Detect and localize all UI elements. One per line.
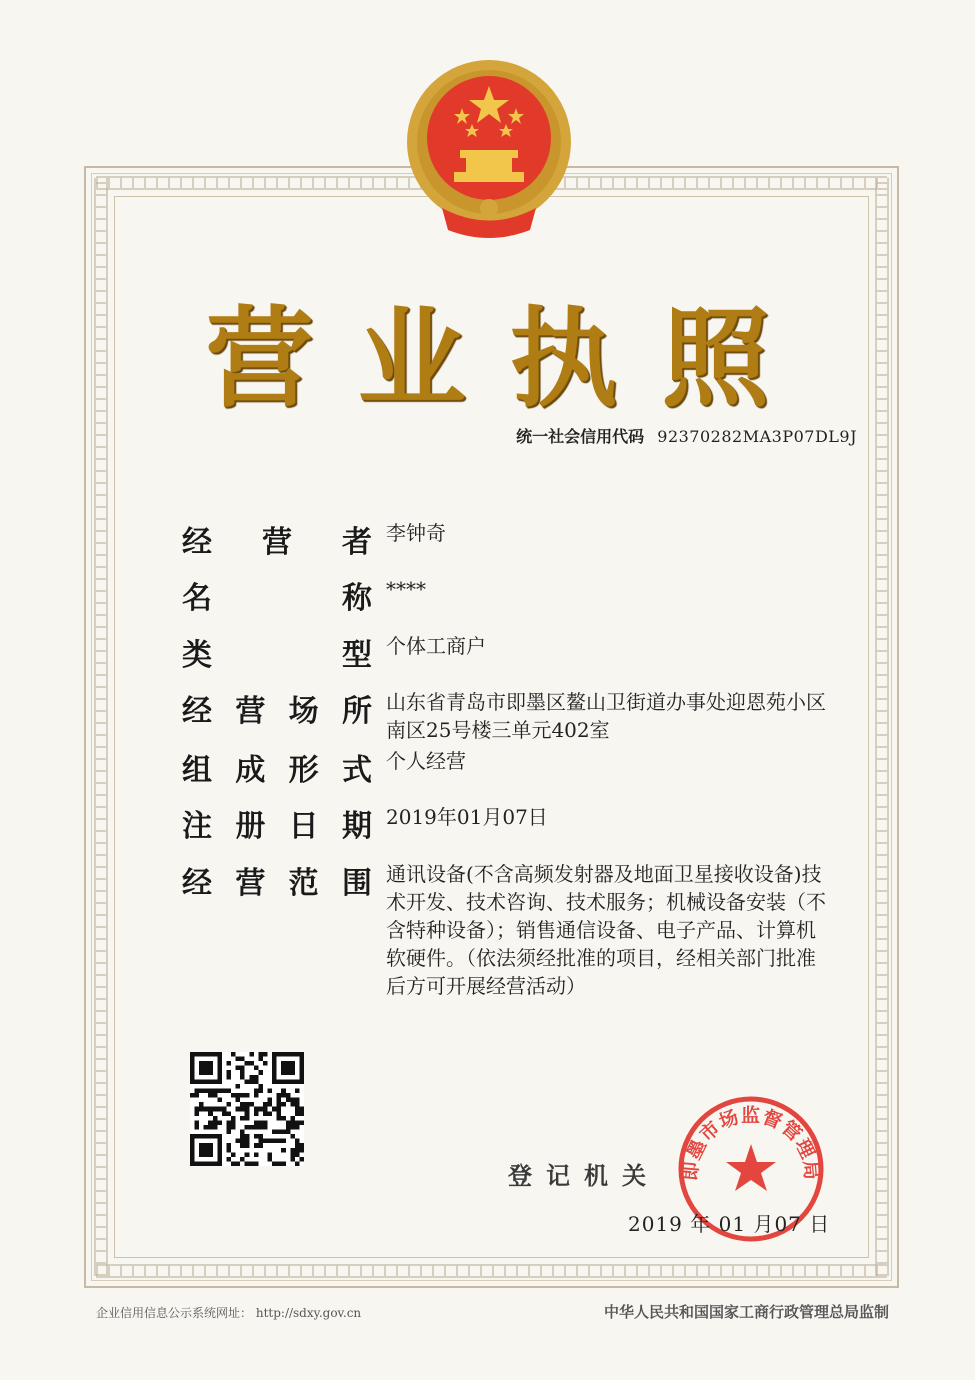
seal-text: 即墨市场监督管理局: [679, 1104, 823, 1182]
qr-code-icon: [190, 1052, 304, 1166]
field-label: 注 册 日 期: [182, 809, 372, 844]
field-value: 李钟奇: [386, 521, 446, 545]
issue-date: 2019 年 01 月07 日: [628, 1212, 831, 1236]
field-label: 经 营 范 围: [182, 866, 372, 901]
registration-authority-label: 登记机关: [508, 1162, 660, 1190]
border-pattern-bottom: [96, 1264, 887, 1278]
field-label: 类 型: [182, 638, 372, 673]
credit-code-label: 统一社会信用代码: [516, 427, 645, 446]
field-label: 经 营 场 所: [182, 694, 372, 729]
footer-issuer: 中华人民共和国国家工商行政管理总局监制: [603, 1303, 889, 1321]
field-value: 通讯设备(不含高频发射器及地面卫星接收设备)技术开发、技术咨询、技术服务；机械设备安装（不含特种设备）；销售通信设备、电子产品、计算机软硬件。（依法须经批准的项目，经相关部门批准后方可开展经营活动）: [386, 862, 826, 998]
document-title: 营业执照: [205, 297, 814, 422]
field-label: 经 营 者: [182, 525, 372, 560]
field-label: 名 称: [182, 581, 372, 616]
footer-website: [96, 1304, 361, 1321]
field-value: 个体工商户: [386, 634, 486, 658]
field-label: 组 成 形 式: [182, 753, 372, 788]
credit-code-line: [516, 424, 857, 447]
national-emblem-icon: [402, 58, 577, 248]
footer-website-label: 企业信用信息公示系统网址：: [96, 1306, 253, 1320]
credit-code-value: 92370282MA3P07DL9J: [657, 427, 857, 446]
field-value: ****: [386, 577, 426, 601]
field-value: 山东省青岛市即墨区鳌山卫街道办事处迎恩苑小区南区25号楼三单元402室: [386, 690, 826, 742]
field-value: 2019年01月07日: [386, 805, 548, 829]
field-value: 个人经营: [386, 749, 466, 773]
footer-website-url[interactable]: http://sdxy.gov.cn: [255, 1306, 362, 1320]
